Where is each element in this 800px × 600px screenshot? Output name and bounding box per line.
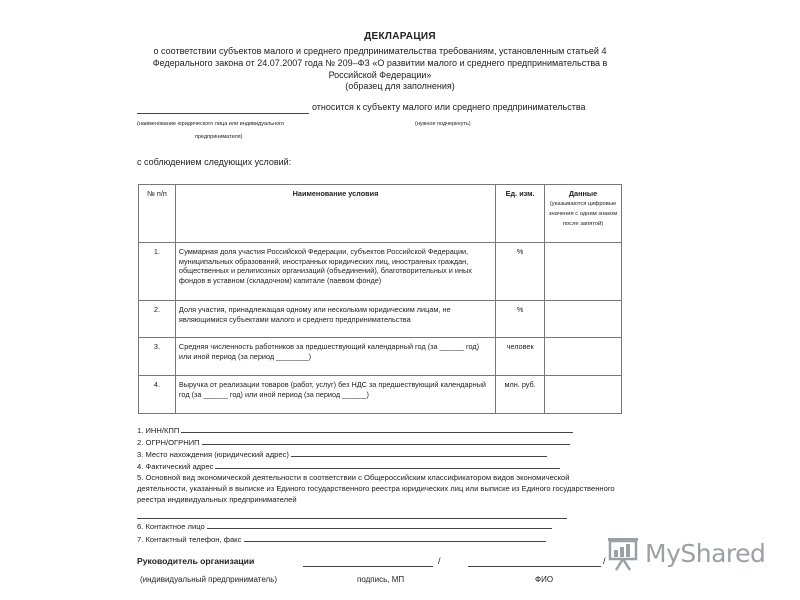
field-ogrn: 2. ОГРН/ОГРНИП — [137, 436, 577, 448]
signature-slash: / — [438, 556, 441, 566]
row-data-cell[interactable] — [545, 376, 622, 414]
header-data — [545, 185, 622, 243]
legal-address-input-line[interactable] — [291, 448, 547, 457]
fio-line[interactable] — [468, 566, 601, 567]
row-num: 4. — [139, 376, 176, 414]
sign-label: подпись, МП — [357, 575, 405, 584]
fio-label: ФИО — [535, 575, 554, 584]
row-num: 1. — [139, 243, 176, 301]
inn-input-line[interactable] — [181, 424, 573, 433]
relates-text: относится к субъекту малого или среднего предпринимательства — [312, 102, 586, 112]
signature-line[interactable] — [303, 566, 433, 567]
row-condition: Выручка от реализации товаров (работ, услуг) без НДС за предшествующий календарный год (за ______ год) или иной период (за период ______) — [175, 376, 495, 414]
field-actual-address: 4. Фактический адрес — [137, 460, 577, 472]
conditions-intro: с соблюдением следующих условий: — [137, 157, 292, 167]
row-condition: Доля участия, принадлежащая одному или нескольким юридическим лицам, не являющимися субъектами малого и среднего предпринимательства — [175, 301, 495, 338]
row-num: 2. — [139, 301, 176, 338]
row-data-cell[interactable] — [545, 301, 622, 338]
row-condition: Суммарная доля участия Российской Федерации, субъектов Российской Федерации, муниципальных образований, иностранных юридических лиц, иностранных граждан, общественных и религиозных организаций (объединений), благотворительных и иных фондов в уставном (складочном) капитале (паевом фонде) — [175, 243, 495, 301]
contact-phone-input-line[interactable] — [244, 533, 546, 542]
document-subtitle: о соответствии субъектов малого и среднего предпринимательства требованиям, установленным статьей 4 Федерального закона от 24.07.2007 года № 209–ФЗ «О развитии малого и среднего предпринимательства в Российской Федерации» — [152, 46, 608, 80]
row-unit: % — [496, 301, 545, 338]
signature-slash-2: / — [603, 556, 606, 566]
sample-note: (образец для заполнения) — [345, 81, 455, 91]
underline-label: (нужное подчеркнуть) — [415, 121, 471, 127]
table-row — [139, 243, 622, 301]
table-row — [139, 376, 622, 414]
conditions-table — [138, 184, 622, 414]
ip-label: (индивидуальный предприниматель) — [140, 575, 278, 584]
header-unit: Ед. изм. — [496, 185, 545, 243]
header-num: № п/п — [139, 185, 176, 243]
row-unit: % — [496, 243, 545, 301]
entity-label-1: (наименование юридического лица или индивидуального — [137, 121, 285, 127]
table-header-row — [139, 185, 622, 243]
document-title: ДЕКЛАРАЦИЯ — [364, 31, 436, 42]
field-contact-person: 6. Контактное лицо — [137, 520, 577, 532]
row-unit: млн. руб. — [496, 376, 545, 414]
ogrn-input-line[interactable] — [202, 436, 570, 445]
row-num: 3. — [139, 338, 176, 376]
field-inn: 1. ИНН/КПП — [137, 424, 577, 436]
header-data-note: (указываются цифровые значения с одним знаком после запятой) — [548, 200, 618, 227]
table-row — [139, 301, 622, 338]
activity-input-line[interactable] — [137, 518, 567, 519]
row-data-cell[interactable] — [545, 243, 622, 301]
entity-label-2: предпринимателя) — [195, 134, 243, 140]
header-data-label: Данные — [568, 189, 598, 198]
actual-address-input-line[interactable] — [215, 460, 560, 469]
row-unit: человек — [496, 338, 545, 376]
presentation-board-icon — [607, 537, 639, 571]
field-activity: 5. Основной вид экономической деятельности в соответствии с Общероссийским классификатором видов экономической деятельности, указанный в выписке из Единого государственного реестра юридических лиц или выписке из Единого государственного реестра индивидуальных предпринимателей — [137, 473, 615, 504]
contact-person-input-line[interactable] — [207, 520, 552, 529]
table-row — [139, 338, 622, 376]
row-data-cell[interactable] — [545, 338, 622, 376]
head-label: Руководитель организации — [137, 556, 255, 566]
header-condition: Наименование условия — [175, 185, 495, 243]
field-contact-phone: 7. Контактный телефон, факс — [137, 533, 577, 545]
entity-name-line — [137, 113, 309, 114]
myshared-text: MyShared — [645, 539, 766, 568]
row-condition: Средняя численность работников за предшествующий календарный год (за ______ год) или иной период (за период ________) — [175, 338, 495, 376]
myshared-logo — [605, 535, 775, 575]
field-legal-address: 3. Место нахождения (юридический адрес) — [137, 448, 577, 460]
